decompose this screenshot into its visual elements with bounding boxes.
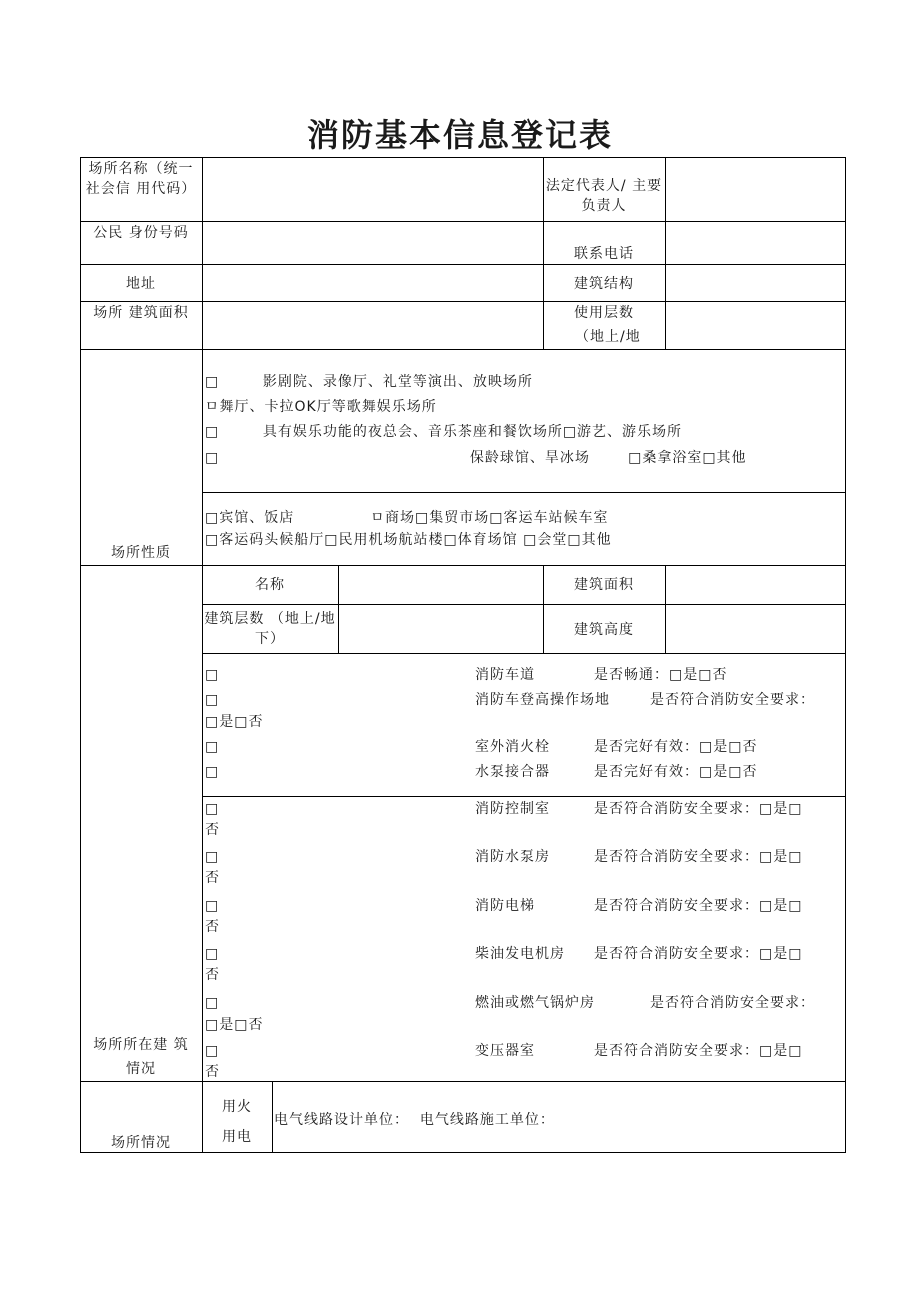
- room-item: 柴油发电机房: [475, 946, 565, 962]
- room-item: 消防水泵房: [475, 849, 550, 865]
- column-divider: [543, 565, 544, 653]
- room-item: 燃油或燃气锅炉房: [475, 995, 595, 1011]
- room-question: 是否符合消防安全要求：: [650, 995, 815, 1011]
- room-question: 是否符合消防安全要求：□是□: [594, 849, 803, 865]
- nature-option-line: □宾馆、饭店 ㅁ商场□集贸市场□客运车站候车室: [205, 510, 609, 526]
- room-answer: 否: [205, 919, 220, 935]
- building-label-cont: 情况: [126, 1061, 156, 1077]
- row-divider: [80, 221, 846, 222]
- row-divider: [202, 492, 846, 493]
- floors-used-label: 使用层数: [574, 305, 634, 321]
- room-answer: 否: [205, 822, 220, 838]
- id-number-label: 公民 身份号码: [93, 225, 189, 241]
- row-divider: [80, 264, 846, 265]
- column-divider: [202, 157, 203, 1153]
- place-nature-label: 场所性质: [111, 545, 171, 561]
- facility-answer: □是□否: [205, 714, 264, 730]
- facility-question: 是否符合消防安全要求：: [650, 692, 815, 708]
- nature-option-line: □ 具有娱乐功能的夜总会、音乐茶座和餐饮场所□游艺、游乐场所: [205, 424, 683, 440]
- facility-question: 是否完好有效：□是□否: [594, 764, 758, 780]
- row-divider: [80, 349, 846, 350]
- facility-item: 室外消火栓: [475, 739, 550, 755]
- room-question: 是否符合消防安全要求：□是□: [594, 1043, 803, 1059]
- column-divider: [272, 1081, 273, 1153]
- row-divider: [80, 1081, 846, 1082]
- legal-representative-label: 法定代表人/ 主要负责人: [545, 178, 663, 214]
- column-divider: [338, 565, 339, 653]
- facility-item: 消防车道: [475, 667, 535, 683]
- nature-option-line: ㅁ舞厅、卡拉OK厅等歌舞娱乐场所: [205, 399, 437, 415]
- floor-area-label: 场所 建筑面积: [93, 305, 189, 321]
- address-label: 地址: [126, 276, 156, 292]
- room-question: 是否符合消防安全要求：□是□: [594, 898, 803, 914]
- column-divider: [543, 157, 544, 349]
- checkbox[interactable]: □: [205, 801, 220, 817]
- site-situation-label: 场所情况: [111, 1135, 171, 1151]
- column-divider: [665, 157, 666, 349]
- facility-question: 是否完好有效：□是□否: [594, 739, 758, 755]
- building-label: 场所所在建 筑: [93, 1037, 189, 1053]
- row-divider: [202, 604, 846, 605]
- room-answer: 否: [205, 1064, 220, 1080]
- checkbox[interactable]: □: [205, 764, 220, 780]
- nature-option-line: □ 影剧院、录像厅、礼堂等演出、放映场所: [205, 374, 533, 390]
- column-divider: [665, 565, 666, 653]
- checkbox[interactable]: □: [205, 995, 220, 1011]
- room-item: 消防控制室: [475, 801, 550, 817]
- nature-option-line: □ 保龄球馆、旱冰场 □桑拿浴室□其他: [205, 450, 747, 466]
- room-answer: 否: [205, 967, 220, 983]
- room-question: 是否符合消防安全要求：□是□: [594, 946, 803, 962]
- checkbox[interactable]: □: [205, 692, 220, 708]
- room-item: 消防电梯: [475, 898, 535, 914]
- room-question: 是否符合消防安全要求：□是□: [594, 801, 803, 817]
- checkbox[interactable]: □: [205, 849, 220, 865]
- room-answer: □是□否: [205, 1017, 264, 1033]
- structure-label: 建筑结构: [574, 276, 634, 292]
- row-divider: [80, 301, 846, 302]
- checkbox[interactable]: □: [205, 667, 220, 683]
- room-item: 变压器室: [475, 1043, 535, 1059]
- phone-label: 联系电话: [574, 246, 634, 262]
- room-answer: 否: [205, 870, 220, 886]
- building-name-label: 名称: [255, 577, 285, 593]
- row-divider: [80, 565, 846, 566]
- place-name-label: 场所名称（统一社会信 用代码）: [85, 161, 197, 197]
- checkbox[interactable]: □: [205, 898, 220, 914]
- page-title: 消防基本信息登记表: [306, 116, 613, 154]
- facility-question: 是否畅通：□是□否: [594, 667, 728, 683]
- nature-option-line: □客运码头候船厅□民用机场航站楼□体育场馆 □会堂□其他: [205, 532, 612, 548]
- checkbox[interactable]: □: [205, 1043, 220, 1059]
- electricity-use-label: 用电: [222, 1129, 252, 1145]
- facility-item: 消防车登高操作场地: [475, 692, 610, 708]
- electric-units-text: 电气线路设计单位： 电气线路施工单位：: [274, 1112, 555, 1128]
- row-divider: [202, 796, 846, 797]
- checkbox[interactable]: □: [205, 946, 220, 962]
- row-divider: [202, 653, 846, 654]
- facility-item: 水泵接合器: [475, 764, 550, 780]
- building-floors-label: 建筑层数 （地上/地下）: [204, 611, 336, 647]
- fire-use-label: 用火: [222, 1099, 252, 1115]
- checkbox[interactable]: □: [205, 739, 220, 755]
- building-area-label: 建筑面积: [574, 577, 634, 593]
- floors-used-sublabel: （地上/地: [575, 329, 641, 345]
- building-height-label: 建筑高度: [574, 622, 634, 638]
